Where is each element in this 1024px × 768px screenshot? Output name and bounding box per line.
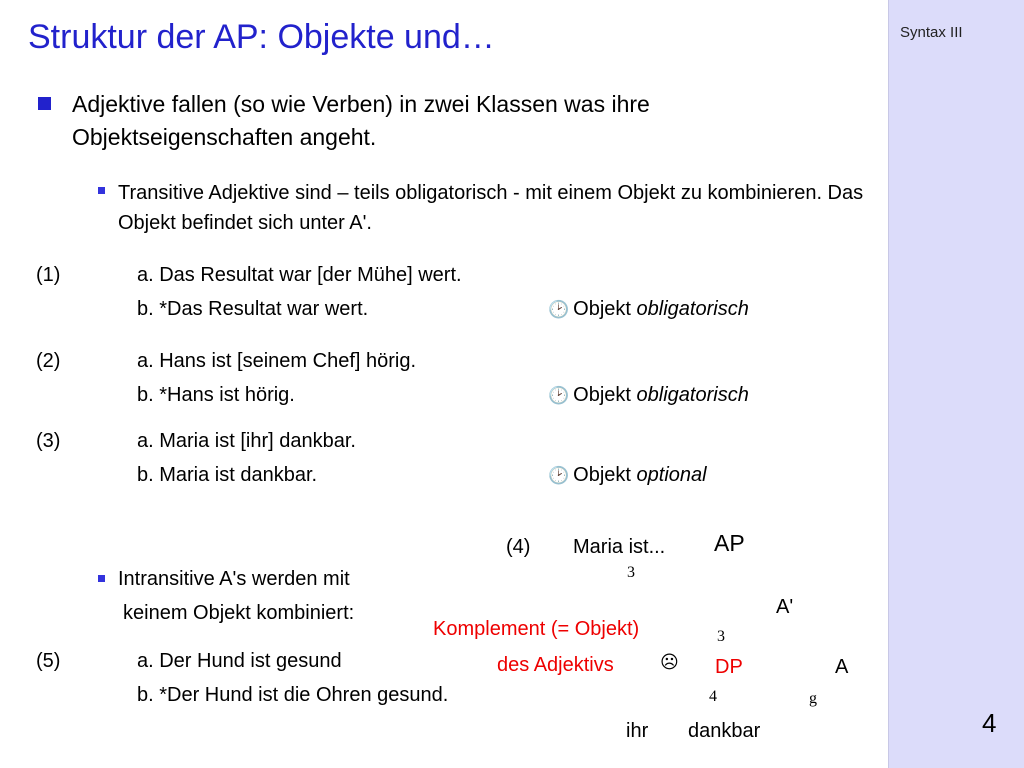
tree-node-a: A bbox=[835, 656, 849, 678]
example-5b: b. *Der Hund ist die Ohren gesund. bbox=[137, 684, 449, 706]
sub-bullet-transitive: Transitive Adjektive sind – teils obligatorisch - mit einem Objekt zu kombinieren. Das Objekt befindet sich unter A'. bbox=[118, 182, 864, 234]
page-number: 4 bbox=[982, 708, 997, 738]
example-1b: b. *Das Resultat war wert. bbox=[137, 298, 369, 320]
tree-branch-2: 3 bbox=[717, 628, 725, 645]
complement-label-line2: des Adjektivs bbox=[497, 654, 614, 676]
tree-node-a-bar: A' bbox=[776, 596, 794, 618]
tree-branch-1: 3 bbox=[627, 564, 635, 581]
course-label: Syntax III bbox=[900, 24, 963, 41]
example-1a: a. Das Resultat war [der Mühe] wert. bbox=[137, 264, 462, 286]
tree-node-ap: AP bbox=[714, 530, 745, 556]
tree-branch-3: 4 bbox=[709, 688, 717, 705]
note-prefix: Objekt bbox=[573, 298, 631, 320]
example-3-note bbox=[548, 464, 707, 487]
example-5-number: (5) bbox=[36, 650, 61, 672]
small-square-bullet-icon bbox=[98, 187, 105, 194]
tree-branch-4: g bbox=[809, 690, 817, 707]
slide-title: Struktur der AP: Objekte und… bbox=[28, 18, 495, 56]
small-square-bullet-icon bbox=[98, 575, 105, 582]
tree-leaf-dankbar: dankbar bbox=[688, 720, 761, 742]
example-5a: a. Der Hund ist gesund bbox=[137, 650, 342, 672]
clock-icon: 🕑 bbox=[548, 466, 570, 485]
example-2b: b. *Hans ist hörig. bbox=[137, 384, 295, 406]
sub-bullet-intransitive-line2: keinem Objekt kombiniert: bbox=[123, 602, 355, 624]
complement-label-line1: Komplement (= Objekt) bbox=[433, 618, 640, 640]
sidebar-panel bbox=[888, 0, 1024, 768]
example-2a: a. Hans ist [seinem Chef] hörig. bbox=[137, 350, 417, 372]
note-value: obligatorisch bbox=[636, 384, 749, 406]
clock-icon: 🕑 bbox=[548, 386, 570, 405]
tree-node-dp: DP bbox=[715, 656, 743, 678]
note-value: optional bbox=[636, 464, 707, 486]
clock-icon: 🕑 bbox=[548, 300, 570, 319]
example-1-number: (1) bbox=[36, 264, 61, 286]
sub-bullet-intransitive-line1: Intransitive A's werden mit bbox=[118, 568, 350, 590]
example-2-note bbox=[548, 384, 749, 407]
example-3b: b. Maria ist dankbar. bbox=[137, 464, 318, 486]
main-bullet-text: Adjektive fallen (so wie Verben) in zwei Klassen was ihre Objektseigenschaften angeht. bbox=[72, 91, 650, 150]
frown-icon: ☹ bbox=[660, 652, 679, 672]
tree-number: (4) bbox=[506, 536, 531, 558]
example-3a: a. Maria ist [ihr] dankbar. bbox=[137, 430, 356, 452]
example-3-number: (3) bbox=[36, 430, 61, 452]
example-1-note bbox=[548, 298, 749, 321]
note-prefix: Objekt bbox=[573, 464, 631, 486]
note-value: obligatorisch bbox=[636, 298, 749, 320]
example-2-number: (2) bbox=[36, 350, 61, 372]
tree-lead: Maria ist... bbox=[573, 536, 666, 558]
note-prefix: Objekt bbox=[573, 384, 631, 406]
tree-leaf-ihr: ihr bbox=[626, 720, 649, 742]
square-bullet-icon bbox=[38, 97, 51, 110]
